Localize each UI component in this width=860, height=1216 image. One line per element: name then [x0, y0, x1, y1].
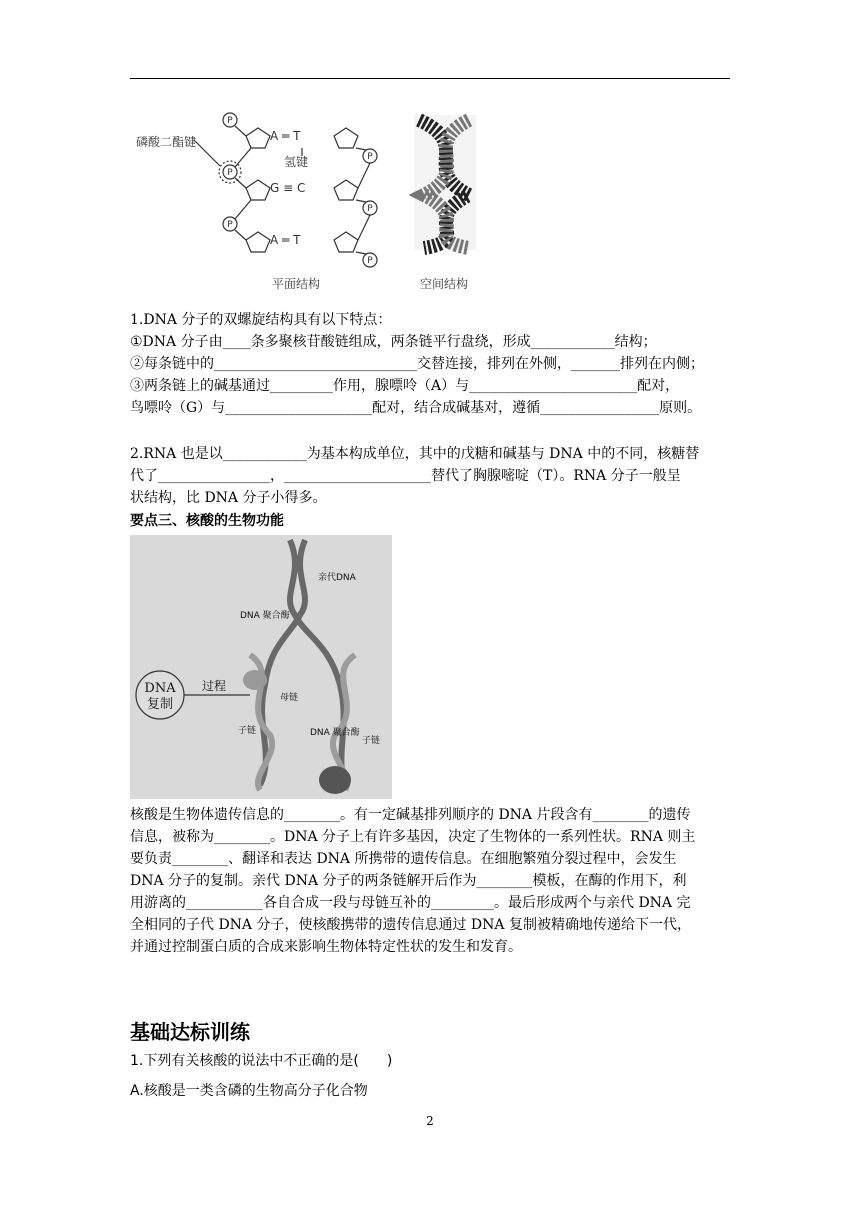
section1-line3: ③两条链上的碱基通过_________作用，腺嘌呤（A）与________________________配对， [130, 378, 680, 394]
dna-structure-figure [134, 100, 484, 300]
section1-line2: ②每条链中的_____________________________交替连接，排列在外侧，_______排列在内侧； [130, 356, 704, 372]
polymerase-label-2: DNA 聚合酶 [310, 728, 360, 738]
svg-text:P: P [227, 168, 233, 178]
mother-chain-label: 母链 [280, 693, 299, 703]
pentose-icon [246, 232, 270, 252]
section3-line6: 全相同的子代 DNA 分子，使核酸携带的遗传信息通过 DNA 复制被精确地传递给下一代， [130, 917, 691, 933]
section1-title: 1.DNA 分子的双螺旋结构具有以下特点： [130, 312, 392, 328]
section3-line3: 要负责________、翻译和表达 DNA 所携带的遗传信息。在细胞繁殖分裂过程中，会发生 [130, 851, 677, 867]
pentose-icon [334, 180, 358, 200]
training-heading: 基础达标训练 [130, 1020, 250, 1044]
svg-text:P: P [227, 116, 233, 126]
section1-line4: 鸟嘌呤（G）与_____________________配对，结合成碱基对，遵循_________________原则。 [130, 400, 702, 416]
double-helix-image [414, 115, 476, 250]
section2-line3: 状结构，比 DNA 分子小得多。 [130, 490, 327, 506]
section1-line1: ①DNA 分子由____条多聚核苷酸链组成，两条链平行盘绕，形成____________结构； [130, 334, 657, 350]
question-1-option-a: A.核酸是一类含磷的生物高分子化合物 [130, 1083, 368, 1099]
section3-line4: DNA 分子的复制。亲代 DNA 分子的两条链解开后作为________模板，在酶的作用下，利 [130, 873, 687, 889]
hbond-label: 氢键 [284, 155, 309, 169]
child-chain-label-2: 子链 [362, 736, 381, 746]
section3-line7: 并通过控制蛋白质的合成来影响生物体特定性状的发生和发育。 [130, 939, 522, 955]
polymerase-label-1: DNA 聚合酶 [240, 611, 290, 621]
polymerase-icon [319, 766, 351, 794]
section2-line1: 2.RNA 也是以____________为基本构成单位，其中的戊糖和碱基与 DNA 中的不同，核糖替 [130, 446, 700, 462]
svg-text:P: P [227, 220, 233, 230]
pentose-icon [246, 180, 270, 200]
caption-spatial: 空间结构 [420, 277, 469, 291]
header-rule [130, 78, 730, 79]
svg-text:P: P [367, 204, 373, 214]
circle-label-replication: 复制 [146, 697, 174, 712]
pentose-icon [246, 128, 270, 148]
caption-planar: 平面结构 [272, 277, 321, 291]
question-1: 1.下列有关核酸的说法中不正确的是( ) [130, 1053, 393, 1069]
section2-line2: 代了________________，_____________________替代了胸腺嘧啶（T）。RNA 分子一般呈 [130, 468, 681, 484]
pentose-icon [334, 128, 358, 148]
child-chain-label: 子链 [238, 726, 257, 736]
pair1: A ═ T [270, 129, 301, 143]
section3-line1: 核酸是生物体遗传信息的________。有一定碱基排列顺序的 DNA 片段含有________的遗传 [130, 807, 691, 823]
polymerase-icon [243, 670, 267, 690]
phosphodiester-label: 磷酸二酯键 [136, 135, 197, 149]
process-label: 过程 [202, 679, 227, 693]
dna-replication-figure [130, 535, 392, 799]
circle-label-dna: DNA [144, 681, 176, 696]
pair2: G ≡ C [270, 181, 306, 195]
pentose-icon [334, 232, 358, 252]
pair3: A ═ T [270, 233, 301, 247]
svg-text:P: P [367, 256, 373, 266]
section3-line5: 用游离的___________各自合成一段与母链互补的_________。最后形成两个与亲代 DNA 完 [130, 895, 691, 911]
svg-text:P: P [367, 152, 373, 162]
section3-line2: 信息，被称为________。DNA 分子上有许多基因，决定了生物体的一系列性状。RNA 则主 [130, 829, 696, 845]
strand-left [260, 540, 305, 785]
page-number: 2 [426, 1114, 434, 1128]
heading-section3: 要点三、核酸的生物功能 [130, 513, 284, 529]
parent-dna-label: 亲代DNA [318, 573, 356, 583]
